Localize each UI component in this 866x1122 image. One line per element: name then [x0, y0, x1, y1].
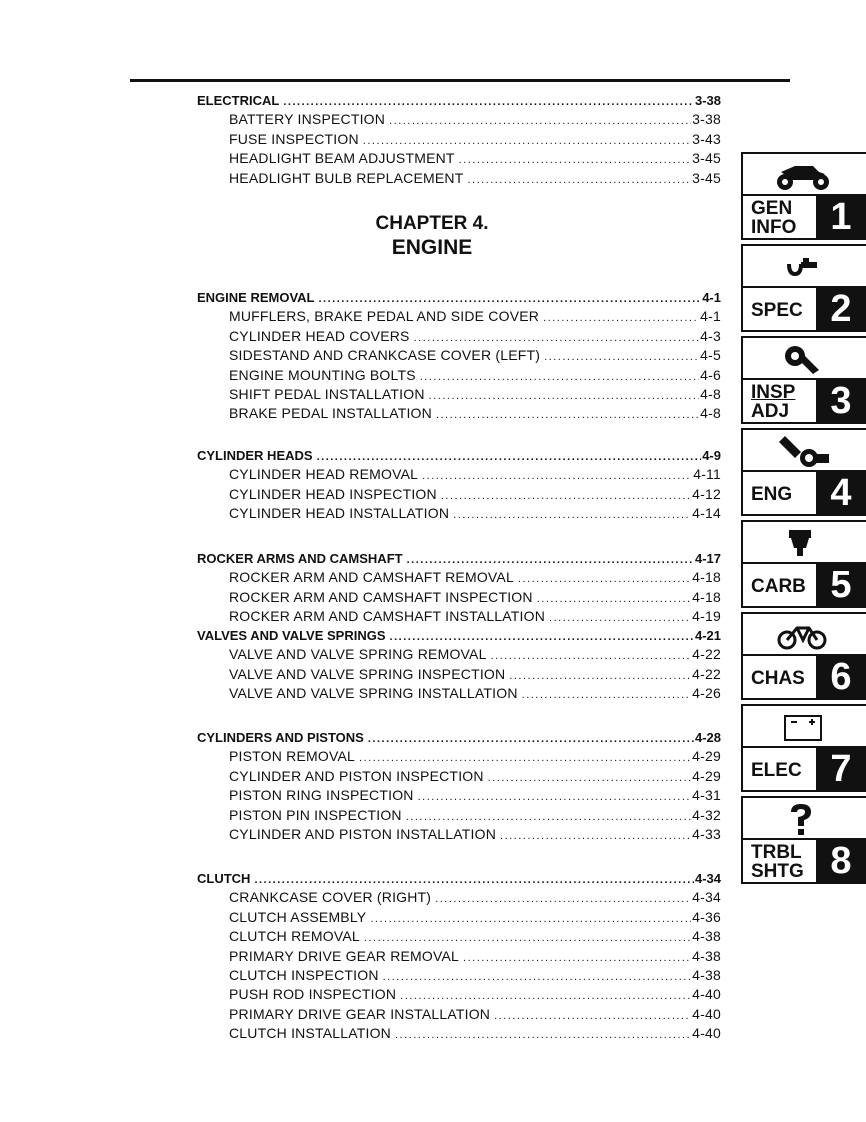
tab-label: CHAS: [751, 668, 805, 689]
tab-icon-area: [741, 520, 866, 562]
tab-icon-area: [741, 152, 866, 194]
toc-item-row[interactable]: HEADLIGHT BULB REPLACEMENT ..... 3-45: [197, 169, 721, 188]
tab-label: INSP ADJ: [751, 382, 796, 422]
tab-label-area: [741, 562, 866, 608]
toc-section-row[interactable]: CLUTCH ..... 4-34: [197, 869, 721, 888]
tab-number: 2: [816, 288, 866, 330]
tab-number: 4: [816, 472, 866, 514]
toc-item-row[interactable]: PISTON REMOVAL ..... 4-29: [197, 747, 721, 766]
tab-label-area: [741, 746, 866, 792]
tab-label-area: [741, 470, 866, 516]
tab-spec[interactable]: [741, 244, 866, 332]
toc-item-row[interactable]: ROCKER ARM AND CAMSHAFT INSTALLATION ..... 4-19: [197, 607, 721, 626]
tab-label: ELEC: [751, 760, 802, 781]
toc-item-row[interactable]: ENGINE MOUNTING BOLTS ..... 4-6: [197, 366, 721, 385]
toc-item-row[interactable]: PRIMARY DRIVE GEAR INSTALLATION ..... 4-40: [197, 1005, 721, 1024]
tab-icon-area: [741, 336, 866, 378]
toc-item-row[interactable]: CLUTCH INSPECTION ..... 4-38: [197, 966, 721, 985]
tab-label: SPEC: [751, 300, 803, 321]
tab-elec[interactable]: [741, 704, 866, 792]
tab-label-area: [741, 378, 866, 424]
chapter-number: CHAPTER 4.: [375, 213, 489, 234]
toc-item-row[interactable]: BRAKE PEDAL INSTALLATION ..... 4-8: [197, 404, 721, 423]
carburetor-icon: [773, 526, 833, 560]
tab-number: 6: [816, 656, 866, 698]
tab-number: 7: [816, 748, 866, 790]
toc-block-valves: [197, 626, 721, 704]
toc-block-engine-removal: [197, 288, 721, 424]
toc-item-row[interactable]: SHIFT PEDAL INSTALLATION ..... 4-8: [197, 385, 721, 404]
toc-section-row[interactable]: VALVES AND VALVE SPRINGS ..... 4-21: [197, 626, 721, 645]
tab-trbl-shtg[interactable]: [741, 796, 866, 884]
tab-icon-area: [741, 428, 866, 470]
toc-section-row[interactable]: ROCKER ARMS AND CAMSHAFT ..... 4-17: [197, 549, 721, 568]
tab-gen-info[interactable]: [741, 152, 866, 240]
battery-icon: [773, 710, 833, 744]
tab-label: ENG: [751, 484, 793, 505]
toc-item-row[interactable]: PRIMARY DRIVE GEAR REMOVAL ..... 4-38: [197, 947, 721, 966]
tab-number: 5: [816, 564, 866, 606]
tab-icon-area: [741, 704, 866, 746]
toc-item-row[interactable]: PISTON RING INSPECTION ..... 4-31: [197, 786, 721, 805]
toc-item-row[interactable]: CLUTCH INSTALLATION ..... 4-40: [197, 1024, 721, 1043]
toc-item-row[interactable]: CYLINDER HEAD INSPECTION ..... 4-12: [197, 485, 721, 504]
tab-number: 8: [816, 840, 866, 882]
tab-insp-adj[interactable]: [741, 336, 866, 424]
toc-block-electrical: [197, 91, 721, 188]
tab-label: CARB: [751, 576, 806, 597]
toc-item-row[interactable]: VALVE AND VALVE SPRING INSPECTION ..... 4-22: [197, 665, 721, 684]
toc-section-row[interactable]: ENGINE REMOVAL ..... 4-1: [197, 288, 721, 307]
toc-item-row[interactable]: ROCKER ARM AND CAMSHAFT INSPECTION ..... 4-18: [197, 588, 721, 607]
toc-item-row[interactable]: ROCKER ARM AND CAMSHAFT REMOVAL ..... 4-18: [197, 568, 721, 587]
toc-item-row[interactable]: FUSE INSPECTION ..... 3-43: [197, 130, 721, 149]
toc-item-row[interactable]: CYLINDER HEAD INSTALLATION ..... 4-14: [197, 504, 721, 523]
tab-icon-area: [741, 796, 866, 838]
chapter-heading: [197, 212, 667, 260]
toc-item-row[interactable]: MUFFLERS, BRAKE PEDAL AND SIDE COVER ..... 4-1: [197, 307, 721, 326]
chapter-name: ENGINE: [391, 236, 473, 259]
toc-item-row[interactable]: VALVE AND VALVE SPRING REMOVAL ..... 4-22: [197, 645, 721, 664]
tab-label-area: [741, 286, 866, 332]
tab-label-area: [741, 194, 866, 240]
toc-block-clutch: [197, 869, 721, 1044]
toc-item-row[interactable]: CLUTCH ASSEMBLY ..... 4-36: [197, 908, 721, 927]
toc-item-row[interactable]: CRANKCASE COVER (RIGHT) ..... 4-34: [197, 888, 721, 907]
toc-item-row[interactable]: PISTON PIN INSPECTION ..... 4-32: [197, 806, 721, 825]
top-rule: [130, 79, 790, 82]
tab-label: GEN INFO: [751, 198, 797, 238]
toc-item-row[interactable]: VALVE AND VALVE SPRING INSTALLATION ..... 4-26: [197, 684, 721, 703]
tab-number: 3: [816, 380, 866, 422]
bicycle-icon: [773, 618, 833, 652]
toc-item-row[interactable]: CYLINDER AND PISTON INSTALLATION ..... 4-33: [197, 825, 721, 844]
toc-item-row[interactable]: CYLINDER HEAD REMOVAL ..... 4-11: [197, 465, 721, 484]
toc-item-row[interactable]: HEADLIGHT BEAM ADJUSTMENT ..... 3-45: [197, 149, 721, 168]
toc-block-rocker-arms: [197, 549, 721, 627]
toc-item-row[interactable]: PUSH ROD INSPECTION ..... 4-40: [197, 985, 721, 1004]
question-icon: [773, 802, 833, 836]
toc-item-row[interactable]: CYLINDER AND PISTON INSPECTION ..... 4-29: [197, 767, 721, 786]
toc-section-row[interactable]: ELECTRICAL ..... 3-38: [197, 91, 721, 110]
tab-number: 1: [816, 196, 866, 238]
tab-label-area: [741, 654, 866, 700]
toc-block-cylinder-heads: [197, 446, 721, 524]
motorcycle-icon: [773, 158, 833, 192]
wrench-gauge-icon: [773, 250, 833, 284]
tab-eng[interactable]: [741, 428, 866, 516]
tab-icon-area: [741, 612, 866, 654]
tab-label-area: [741, 838, 866, 884]
wrench-icon: [773, 342, 833, 376]
tab-chas[interactable]: [741, 612, 866, 700]
toc-item-row[interactable]: BATTERY INSPECTION ..... 3-38: [197, 110, 721, 129]
toc-section-row[interactable]: CYLINDERS AND PISTONS ..... 4-28: [197, 728, 721, 747]
toc-item-row[interactable]: CLUTCH REMOVAL ..... 4-38: [197, 927, 721, 946]
toc-section-row[interactable]: CYLINDER HEADS ..... 4-9: [197, 446, 721, 465]
tab-carb[interactable]: [741, 520, 866, 608]
engine-icon: [773, 434, 833, 468]
toc-item-row[interactable]: SIDESTAND AND CRANKCASE COVER (LEFT) ..... 4-5: [197, 346, 721, 365]
tab-icon-area: [741, 244, 866, 286]
toc-block-cylinders-pistons: [197, 728, 721, 844]
tab-label: TRBL SHTG: [751, 842, 804, 882]
toc-item-row[interactable]: CYLINDER HEAD COVERS ..... 4-3: [197, 327, 721, 346]
